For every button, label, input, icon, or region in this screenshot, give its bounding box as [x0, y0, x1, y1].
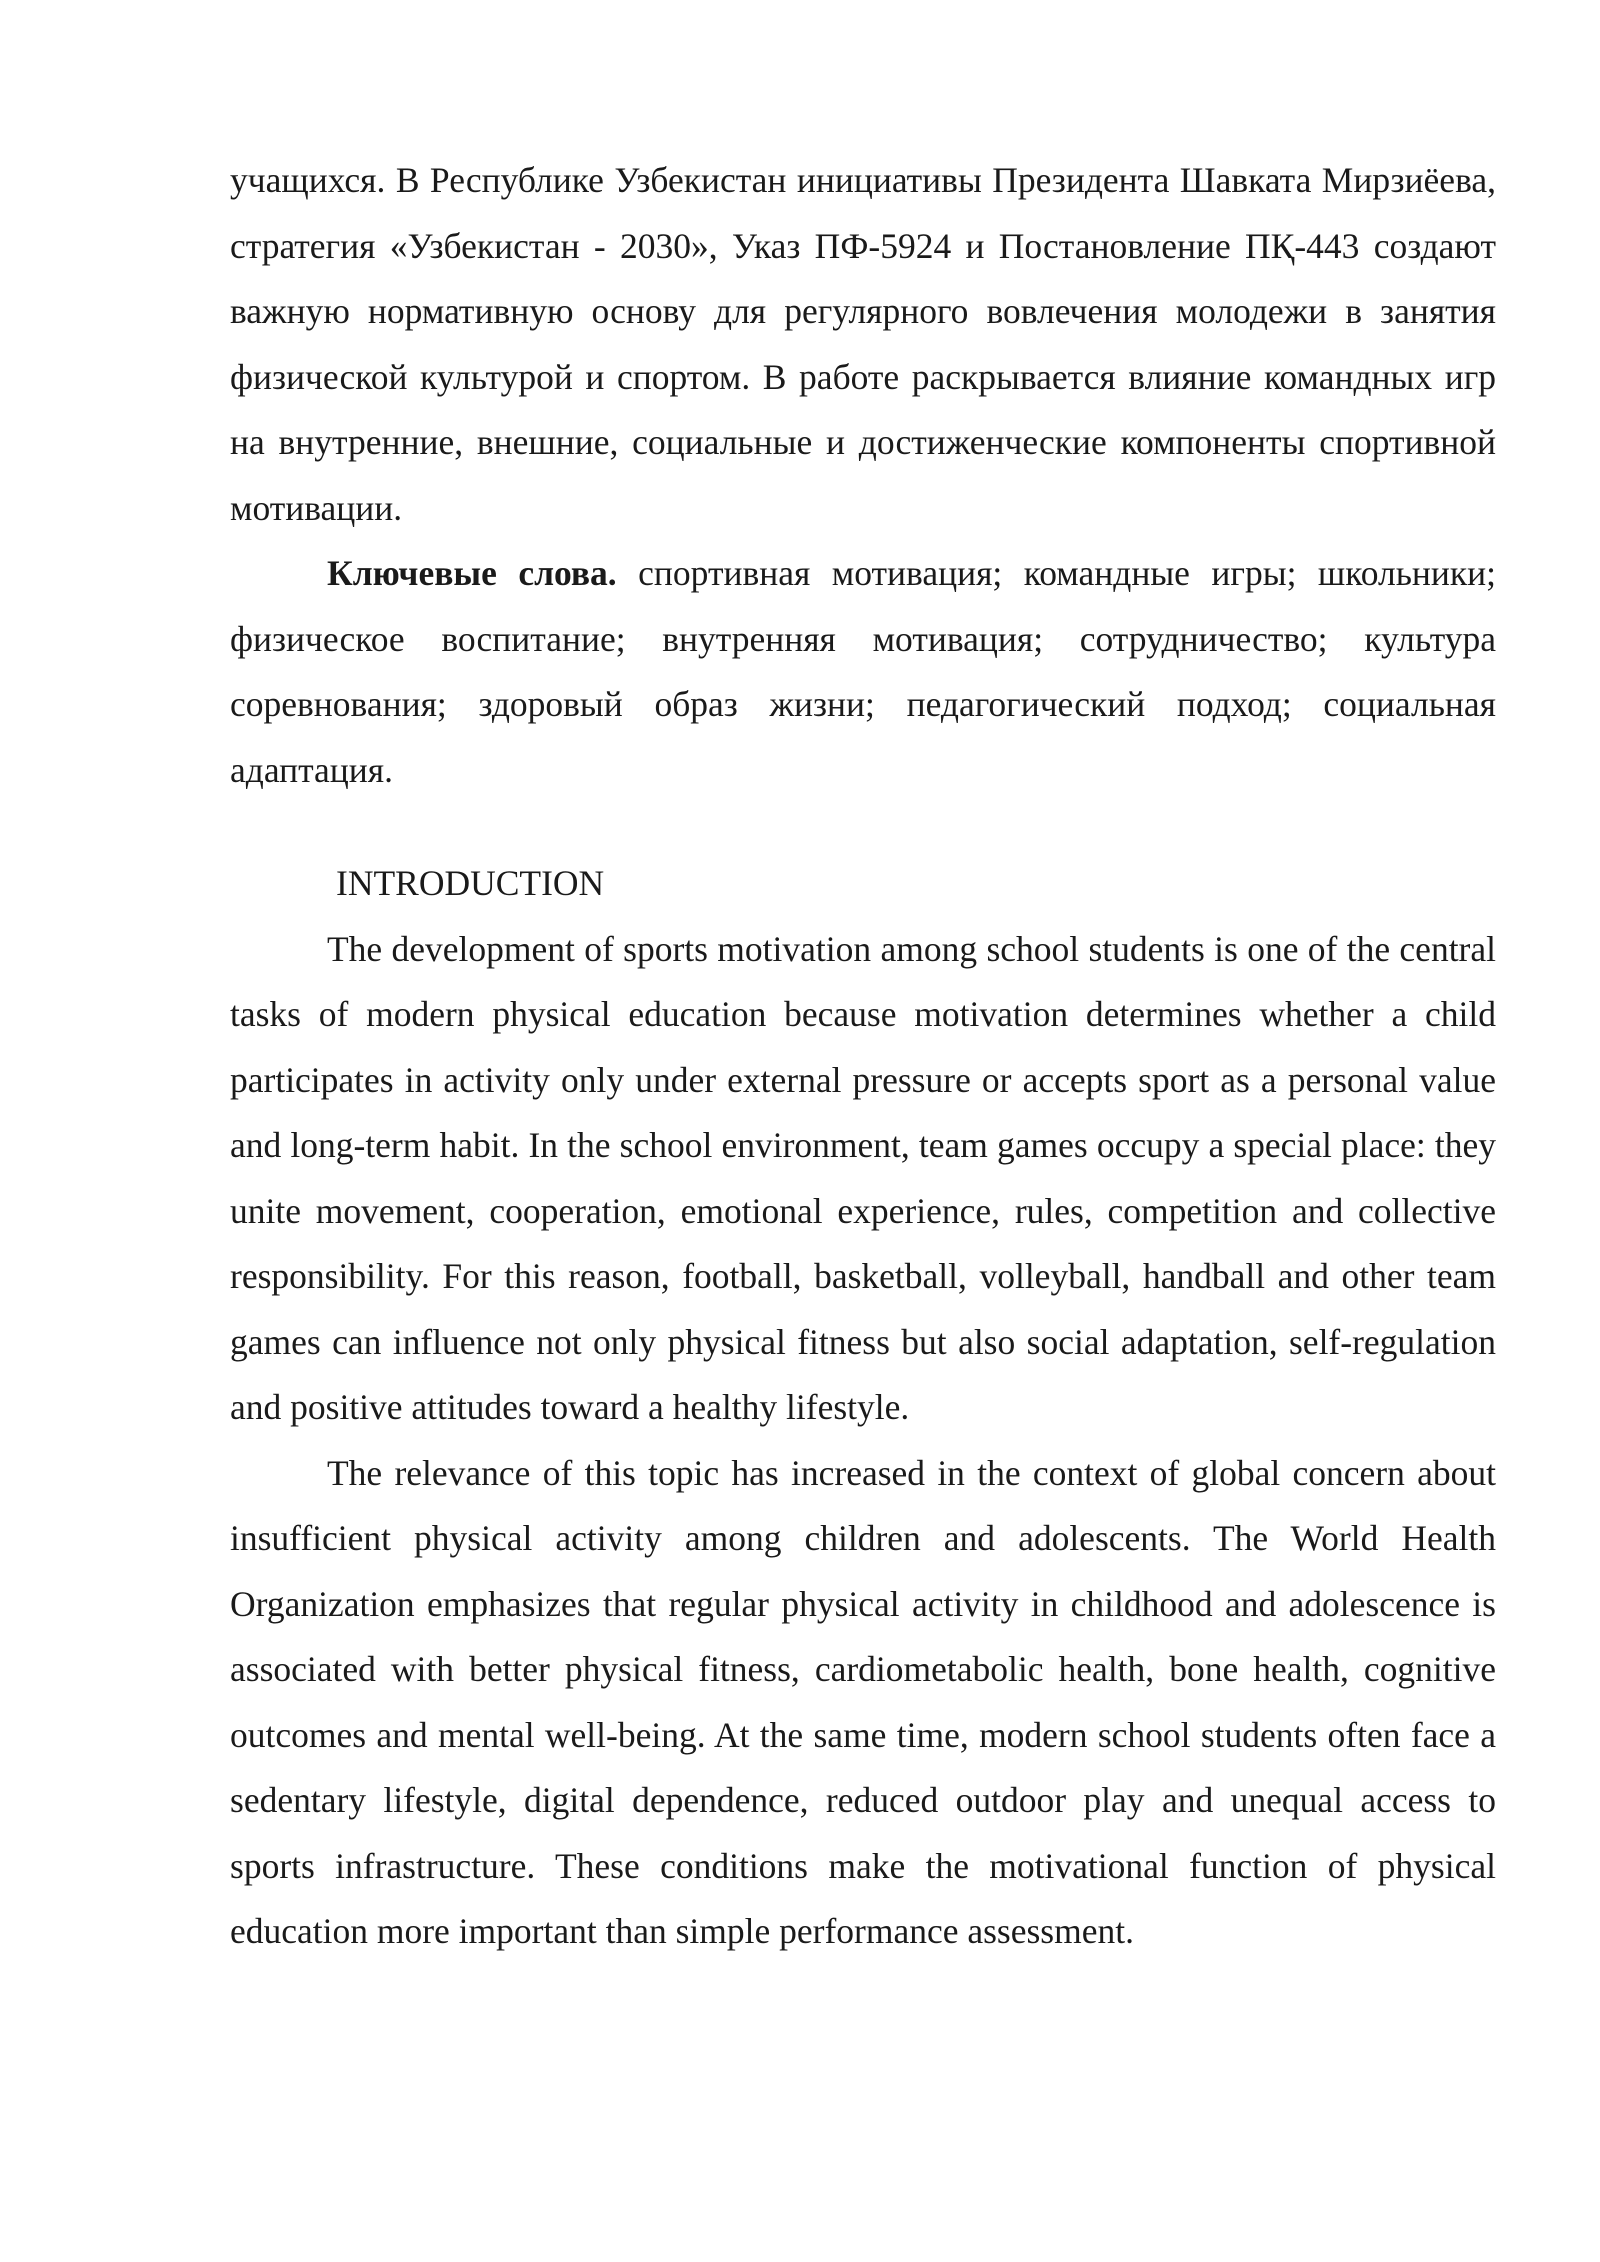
- introduction-heading: INTRODUCTION: [336, 863, 605, 903]
- intro-paragraph-2: The relevance of this topic has increased in the context of global concern about insufficient physical activity among children and adolescents. The World Health Organization emphasizes that regular physical activity in childhood and adolescence is associated with better physical fitness, cardiometabolic health, bone health, cognitive outcomes and mental well-being. At the same time, modern school students often face a sedentary lifestyle, digital dependence, reduced outdoor play and unequal access to sports infrastructure. These conditions make the motivational function of physical education more important than simple performance assessment.: [230, 1452, 1496, 1951]
- document-body: [230, 148, 1496, 1965]
- keywords-text: спортивная мотивация; командные игры; школьники; физическое воспитание; внутренняя мотивация; сотрудничество; культура соревнования; здоровый образ жизни; педагогический подход; социальная адаптация.: [230, 553, 1496, 790]
- abstract-tail-paragraph: учащихся. В Республике Узбекистан инициативы Президента Шавката Мирзиёева, стратегия «Узбекистан - 2030», Указ ПФ-5924 и Постановление ПҚ-443 создают важную нормативную основу для регулярного вовлечения молодежи в занятия физической культурой и спортом. В работе раскрывается влияние командных игр на внутренние, внешние, социальные и достиженческие компоненты спортивной мотивации.: [230, 160, 1496, 528]
- keywords-paragraph: [230, 541, 1496, 803]
- intro-paragraph-1: The development of sports motivation among school students is one of the central tasks of modern physical education because motivation determines whether a child participates in activity only under external pressure or accepts sport as a personal value and long-term habit. In the school environment, team games occupy a special place: they unite movement, cooperation, emotional experience, rules, competition and collective responsibility. For this reason, football, basketball, volleyball, handball and other team games can influence not only physical fitness but also social adaptation, self-regulation and positive attitudes toward a healthy lifestyle.: [230, 928, 1496, 1427]
- keywords-label: Ключевые слова.: [327, 553, 617, 593]
